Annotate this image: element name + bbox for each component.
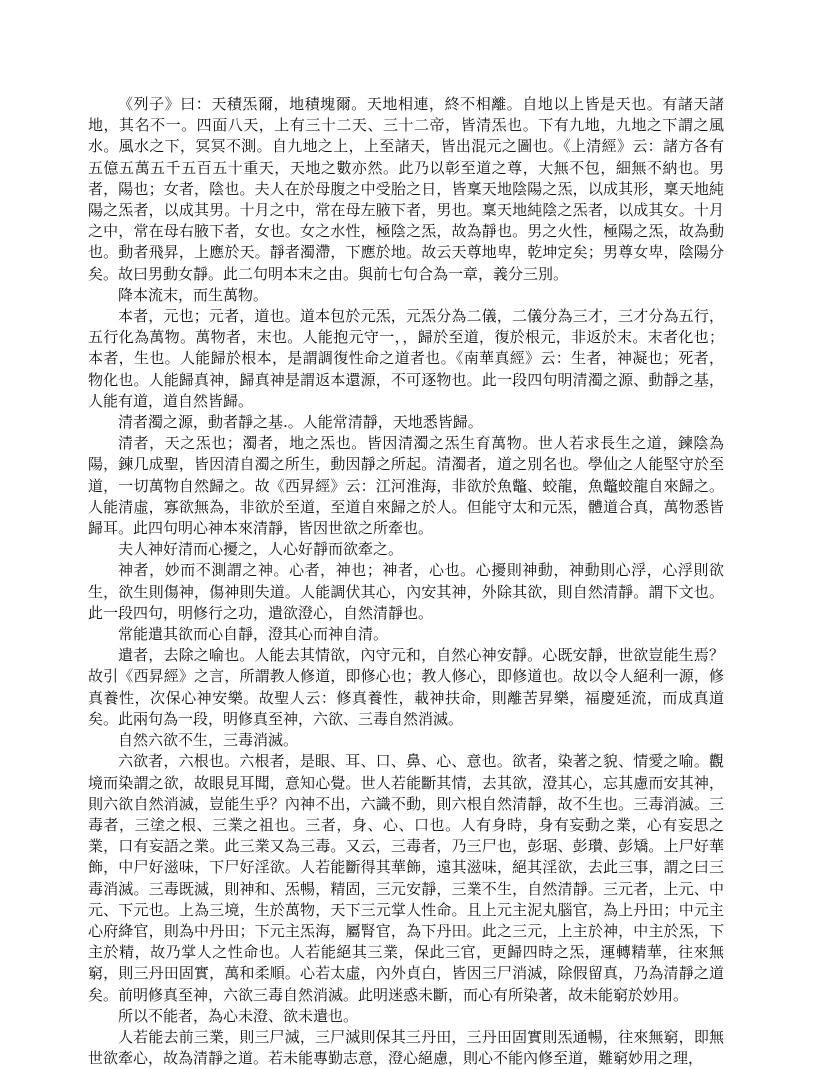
paragraph-2: 降本流末，而生萬物。: [118, 285, 269, 304]
paragraph-9: 遣者，去除之喻也。人能去其情欲，內守元和，自然心神安靜。心既安靜，世欲豈能生焉？故引《西昇經》之言，所謂教人修道，即修心也；教人修心，即修道也。故以令人絕利一源，修真養性，次保心神安樂。故聖人云：修真養性，載神扶命，則離苦昇樂，福慶延流，而成真道矣。此兩句為一段，明修真至神，六欲、三毒自然消滅。: [88, 646, 724, 728]
paragraph-13: 人若能去前三業，則三尸滅，三尸滅則保其三丹田，三丹田固實則炁通暢，往來無窮，即無世欲牽心，故為清靜之道。若未能專勤志意，澄心絕慮，則心不能內修至道，難窮妙用之理，: [88, 1027, 724, 1068]
paragraph-8: 常能遣其欲而心自靜，澄其心而神自清。: [118, 625, 389, 644]
paragraph-4: 清者濁之源，動者靜之基.。人能常清靜，天地悉皆歸。: [118, 413, 483, 432]
paragraph-3: 本者，元也；元者，道也。道本包於元炁，元炁分為二儀，二儀分為三才，三才分為五行，五行化為萬物。萬物者，末也。人能抱元守一，，歸於至道，復於根元，非返於末。末者化也；本者，生也。人能歸於根本，是謂調復性命之道者也。《南華真經》云：生者，神凝也；死者，物化也。人能歸真神，歸真神是謂返本還源，不可逐物也。此一段四句明清濁之源、動靜之基，人能有道，道自然皆歸。: [88, 307, 724, 410]
paragraph-12: 所以不能者，為心未澄、欲未遣也。: [118, 1006, 359, 1025]
paragraph-11: 六欲者，六根也。六根者，是眼、耳、口、鼻、心、意也。欲者，染著之貌、情愛之喻。觀境而染謂之欲，故眼見耳聞，意知心覺。世人若能斷其情，去其欲，澄其心，忘其慮而安其神，則六欲自然消滅，豈能生乎？內神不出，六識不動，則六根自然清靜，故不生也。三毒消滅。三毒者，三塗之根、三業之祖也。三者，身、心、口也。人有身時，身有妄動之業，心有妄思之業，口有妄語之業。此三業又為三毒。又云，三毒者，乃三尸也，彭琚、彭瓚、彭矯。上尸好華飾，中尸好滋味，下尸好淫欲。人若能斷得其華飾，遠其滋味，絕其淫欲，去此三事，謂之曰三毒消滅。三毒既滅，則神和、炁暢，精固，三元安靜，三業不生，自然清靜。三元者，上元、中元、下元也。上為三境，生於萬物，天下三元掌人性命。且上元主泥丸腦官，為上丹田；中元主心府絳官，則為中丹田；下元主炁海，屬腎官，為下丹田。此之三元，上主於神，中主於炁，下主於精，故乃掌人之性命也。人若能絕其三業，保此三官，更歸四時之炁，運轉精華，往來無窮，則三丹田固實，萬和柔順。心若太虛，內外貞白，皆因三尸消滅，除假留真，乃為清靜之道矣。前明修真至神，六欲三毒自然消滅。此明迷惑未斷，而心有所染著，故未能窮於妙用。: [88, 752, 724, 1004]
paragraph-10: 自然六欲不生，三毒消滅。: [118, 731, 299, 750]
paragraph-6: 夫人神好清而心擾之，人心好靜而欲牽之。: [118, 540, 404, 559]
paragraph-7: 神者，妙而不測謂之神。心者，神也；神者，心也。心擾則神動，神動則心浮，心浮則欲生，欲生則傷神，傷神則失道。人能調伏其心，內安其神，外除其欲，則自然清靜。謂下文也。此一段四句，明修行之功，遣欲澄心，自然清靜也。: [88, 561, 724, 622]
paragraph-5: 清者，天之炁也；濁者，地之炁也。皆因清濁之炁生育萬物。世人若求長生之道，鍊陰為陽，鍊几成聖，皆因清自濁之所生，動因靜之所起。清濁者，道之別名也。學仙之人能堅守於至道，一切萬物自然歸之。故《西昇經》云：江河淮海，非欲於魚鼈、蛟龍，魚鼈蛟龍自來歸之。人能清虛，寡欲無為，非欲於至道，至道自來歸之於人。但能守太和元炁，體道合真，萬物悉皆歸耳。此四句明心神本來清靜，皆因世欲之所牽也。: [88, 434, 724, 538]
document-page: [88, 94, 724, 1069]
paragraph-1: 《列子》曰：天積炁爾，地積塊爾。天地相連，終不相離。自地以上皆是天也。有諸天諸地，其名不一。四面八天，上有三十二天、三十二帝，皆清炁也。下有九地，九地之下謂之風水。風水之下，冥冥不測。自九地之上，上至諸天，皆出混元之圖也。《上清經》云：諸方各有五億五萬五千五百五十重天，天地之數亦然。此乃以彰至道之尊，大無不包，細無不納也。男者，陽也；女者，陰也。夫人在於母腹之中受胎之日，皆稟天地陰陽之炁，以成其形，稟天地純陽之炁者，以成其男。十月之中，常在母左腋下者，男也。稟天地純陰之炁者，以成其女。十月之中，常在母右腋下者，女也。女之水性，極陰之炁，故為靜也。男之火性，極陽之炁，故為動也。動者飛昇，上應於天。靜者濁滯，下應於地。故云天尊地卑，乾坤定矣；男尊女卑，陰陽分矣。故曰男動女靜。此二句明本末之由。與前七句合為一章，義分三別。: [88, 95, 724, 283]
